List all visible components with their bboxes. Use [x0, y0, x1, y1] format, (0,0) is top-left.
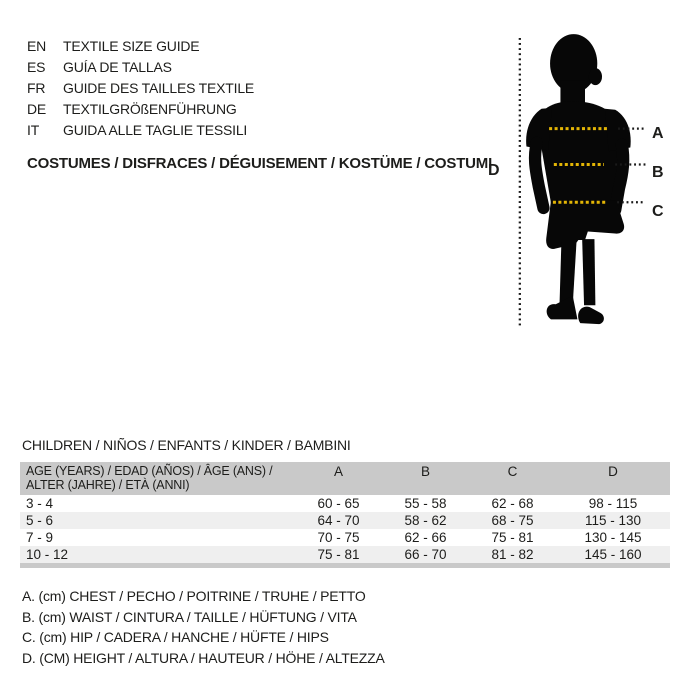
language-row	[27, 57, 254, 78]
chest-value-cell: 64 - 70	[317, 513, 360, 528]
waist-value-cell: 55 - 58	[404, 496, 447, 511]
table-row	[20, 495, 670, 512]
language-label: TEXTILGRÖßENFÜHRUNG	[63, 101, 237, 117]
legend-item-height: D. (CM) HEIGHT / ALTURA / HAUTEUR / HÖHE / ALTEZZA	[22, 649, 385, 666]
language-code: EN	[27, 38, 47, 54]
category-title: COSTUMES / DISFRACES / DÉGUISEMENT / KOSTÜME / COSTUMI	[27, 155, 493, 172]
language-label: GUIDE DES TAILLES TEXTILE	[63, 80, 255, 96]
waist-label: B	[652, 164, 664, 181]
column-header-c: C	[507, 464, 518, 479]
language-label: TEXTILE SIZE GUIDE	[63, 38, 200, 54]
language-list	[27, 36, 254, 141]
legend-item-hip: C. (cm) HIP / CADERA / HANCHE / HÜFTE / HIPS	[22, 629, 329, 645]
table-bottom-border	[20, 563, 670, 568]
language-code: DE	[27, 101, 47, 117]
column-header-b: B	[420, 464, 430, 479]
height-label: D	[488, 162, 500, 179]
age-cell: 7 - 9	[26, 530, 54, 545]
chest-value-cell: 70 - 75	[317, 530, 360, 545]
child-silhouette	[526, 34, 631, 324]
chest-value-cell: 75 - 81	[317, 547, 360, 562]
legend-item-chest: A. (cm) CHEST / PECHO / POITRINE / TRUHE / PETTO	[22, 588, 366, 604]
table-header-row	[20, 462, 670, 495]
waist-value-cell: 66 - 70	[404, 547, 447, 562]
language-row	[27, 36, 254, 57]
age-cell: 5 - 6	[26, 513, 54, 528]
height-value-cell: 145 - 160	[584, 547, 642, 562]
language-row	[27, 78, 254, 99]
age-header-line1: AGE (YEARS) / EDAD (AÑOS) / ÂGE (ANS) /	[26, 464, 273, 478]
age-header-line2: ALTER (JAHRE) / ETÀ (ANNI)	[26, 478, 190, 492]
column-header-a: A	[333, 464, 343, 479]
column-header-d: D	[608, 464, 618, 479]
chest-label: A	[652, 125, 664, 142]
language-label: GUÍA DE TALLAS	[63, 59, 172, 75]
hip-value-cell: 68 - 75	[491, 513, 534, 528]
height-value-cell: 115 - 130	[584, 513, 642, 528]
hip-value-cell: 81 - 82	[491, 547, 534, 562]
hip-value-cell: 62 - 68	[491, 496, 534, 511]
child-silhouette-graphic	[470, 20, 700, 360]
age-column-header	[20, 464, 295, 492]
language-row	[27, 120, 254, 141]
language-label: GUIDA ALLE TAGLIE TESSILI	[63, 122, 248, 138]
age-cell: 10 - 12	[26, 547, 69, 562]
size-table	[20, 462, 670, 568]
language-code: IT	[27, 122, 40, 138]
table-row	[20, 529, 670, 546]
height-value-cell: 130 - 145	[584, 530, 642, 545]
language-code: ES	[27, 59, 46, 75]
language-row	[27, 99, 254, 120]
waist-value-cell: 62 - 66	[404, 530, 447, 545]
height-value-cell: 98 - 115	[588, 496, 638, 511]
table-row	[20, 546, 670, 563]
chest-value-cell: 60 - 65	[317, 496, 360, 511]
language-code: FR	[27, 80, 46, 96]
legend-item-waist: B. (cm) WAIST / CINTURA / TAILLE / HÜFTUNG / VITA	[22, 608, 357, 625]
measurement-legend	[22, 586, 385, 668]
measurement-figure	[470, 20, 700, 360]
hip-value-cell: 75 - 81	[491, 530, 534, 545]
waist-value-cell: 58 - 62	[404, 513, 447, 528]
children-section-title: CHILDREN / NIÑOS / ENFANTS / KINDER / BAMBINI	[22, 437, 351, 453]
table-row	[20, 512, 670, 529]
hip-label: C	[652, 203, 664, 220]
age-cell: 3 - 4	[26, 496, 54, 511]
